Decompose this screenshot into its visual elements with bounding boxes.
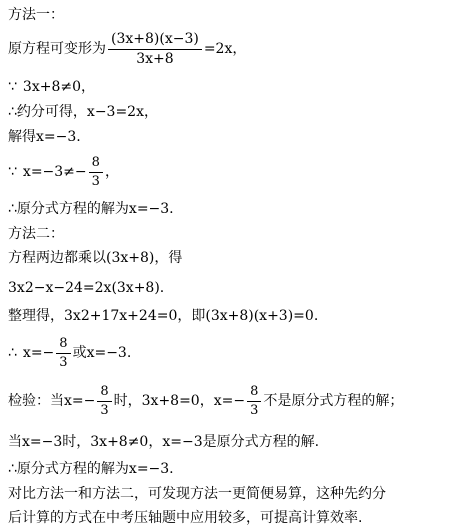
comparison-text-1: 对比方法一和方法二，可发现方法一更简便易算，这种先约分	[8, 486, 386, 502]
verification-line-2: 当 x=−3 时， 3x+8≠0，x=−3 是原分式方程的解.	[8, 434, 320, 450]
therefore-symbol: ∴	[8, 461, 17, 477]
method-one-heading: 方法一：	[8, 7, 64, 23]
therefore-symbol: ∴	[8, 104, 17, 120]
check-line: ∵ x=−3≠− $\frac{8}{3}$ ，	[8, 155, 119, 189]
method-two-heading: 方法二：	[8, 226, 64, 242]
verification-line: 检验：当 x=− $\frac{8}{3}$ 时， 3x+8=0 ，x=− $\frac{8}{3}$ 不是原分式方程的解；	[8, 384, 404, 418]
solve-line: 解得 x=−3.	[8, 129, 81, 145]
eight-thirds-fraction: $\frac{8}{3}$	[89, 156, 103, 188]
multiply-line: 方程两边都乘以 (3x+8) ，得	[8, 250, 183, 266]
eight-thirds-fraction: $\frac{8}{3}$	[247, 385, 261, 417]
method-one-conclusion: ∴ 原分式方程的解为 x=−3.	[8, 201, 174, 217]
because-symbol: ∵	[8, 164, 17, 181]
because-symbol: ∵	[8, 79, 17, 95]
method-two-conclusion: ∴ 原分式方程的解为 x=−3.	[8, 461, 174, 477]
therefore-symbol: ∴	[8, 201, 17, 217]
eight-thirds-fraction: $\frac{8}{3}$	[97, 385, 111, 417]
roots-line: ∴ x=− $\frac{8}{3}$ 或 x=−3.	[8, 336, 132, 370]
transform-fraction: $\frac{(3x+8)(x-3)}{3x+8}$	[108, 32, 202, 66]
condition-line: ∵ 3x+8≠0，	[8, 79, 95, 95]
expanded-equation: 3x 2 −x−24=2x(3x+8).	[8, 280, 165, 296]
reduce-line: ∴ 约分可得， x−3=2x，	[8, 104, 158, 120]
comparison-text-2: 后计算的方式在中考压轴题中应用较多，可提高计算效率.	[8, 510, 363, 526]
therefore-symbol: ∴	[8, 345, 17, 362]
eight-thirds-fraction: $\frac{8}{3}$	[56, 337, 70, 369]
simplify-line: 整理得， 3x 2 +17x+24=0， 即 (3x+8)(x+3)=0.	[8, 308, 319, 324]
transform-line: 原方程可变形为 $\frac{(3x+8)(x-3)}{3x+8}$ =2x，	[8, 31, 247, 67]
